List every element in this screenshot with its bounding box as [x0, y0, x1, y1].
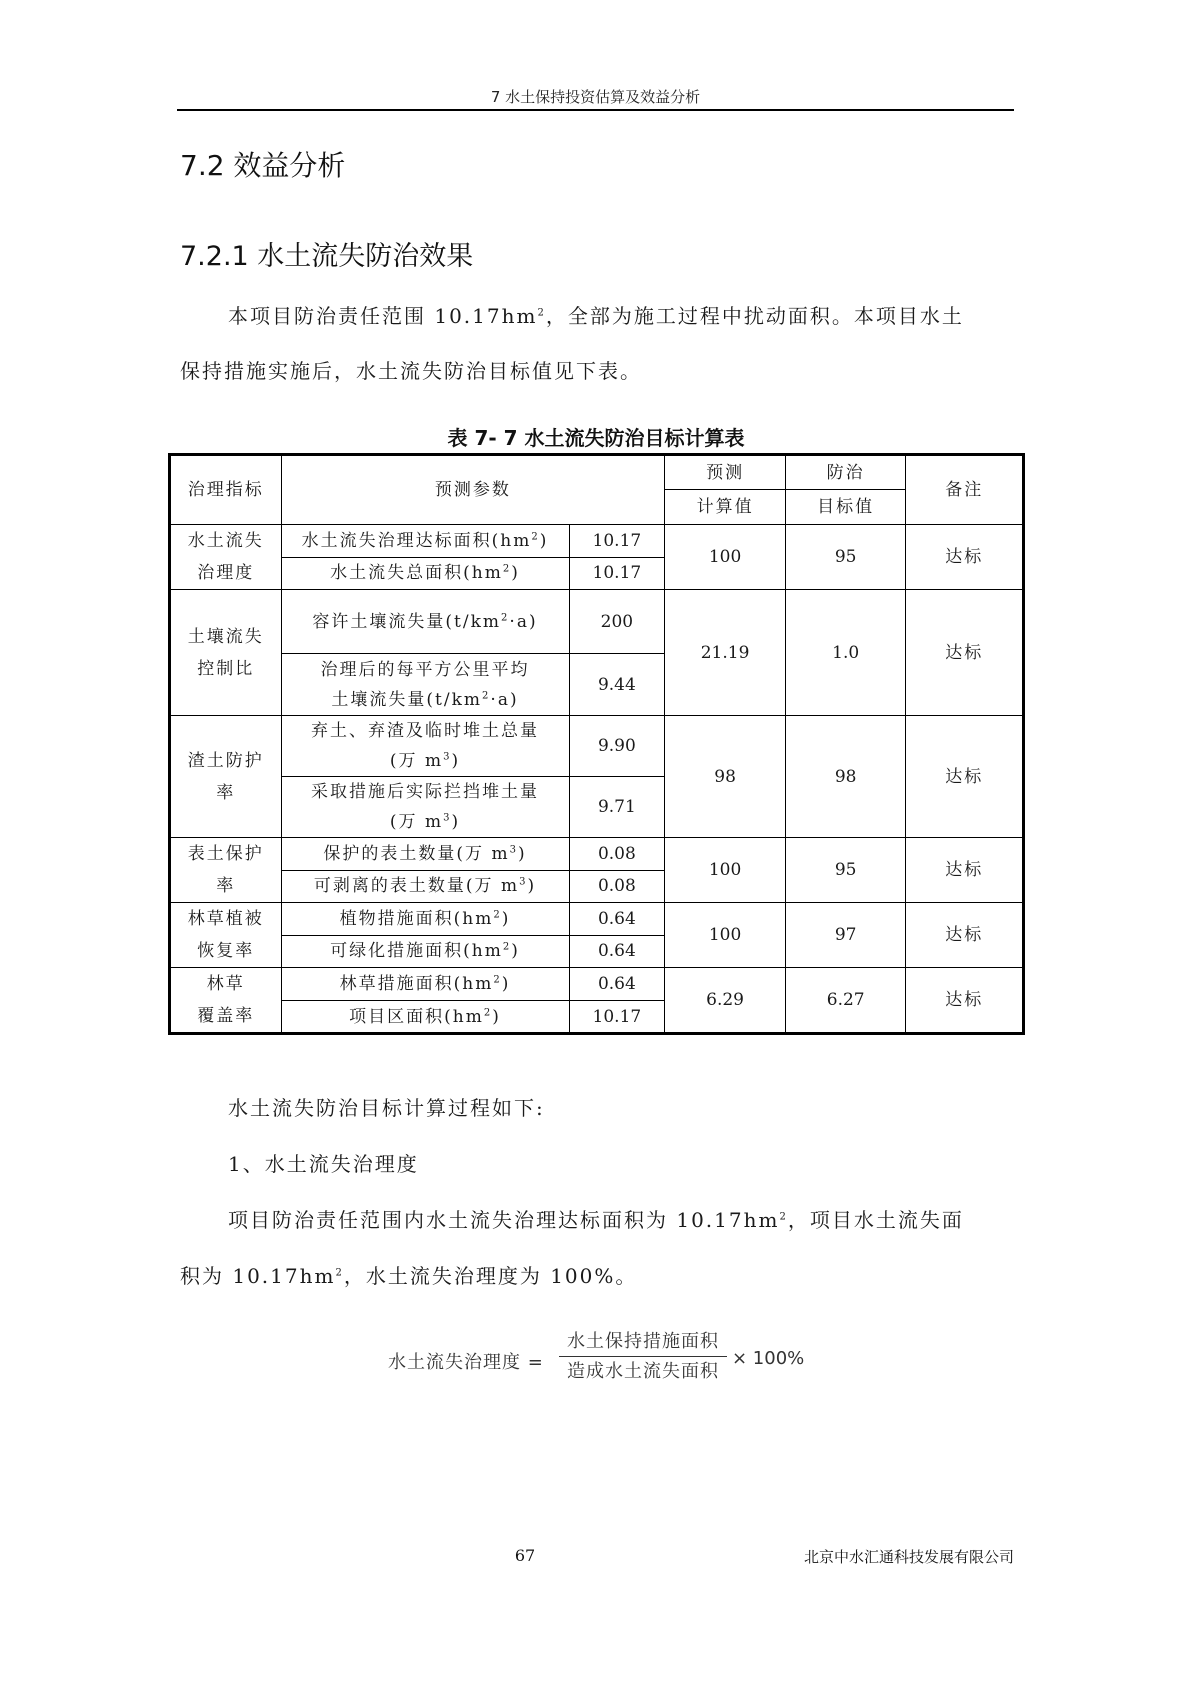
header-target-bottom: 目标值	[785, 490, 906, 525]
superscript: 2	[335, 1267, 344, 1279]
param-text: (万 m	[389, 812, 444, 832]
remark-cell: 达标	[906, 838, 1024, 903]
param-value-cell: 9.90	[569, 716, 665, 777]
param-line	[284, 936, 567, 966]
target-value-cell: 95	[785, 525, 906, 590]
predicted-value-cell: 100	[665, 903, 786, 968]
target-value-cell: 97	[785, 903, 906, 968]
param-line	[284, 558, 567, 588]
param-cell	[281, 903, 569, 936]
param-line	[284, 1002, 567, 1032]
param-line	[284, 607, 567, 637]
param-cell	[281, 838, 569, 871]
param-value-cell: 0.08	[569, 838, 665, 871]
indicator-cell	[170, 590, 282, 716]
param-text: ·a)	[490, 689, 519, 710]
param-value-cell: 10.17	[569, 1001, 665, 1034]
param-cell	[281, 968, 569, 1001]
indicator-cell	[170, 525, 282, 590]
param-text: )	[501, 908, 511, 929]
predicted-value-cell: 21.19	[665, 590, 786, 716]
param-cell	[281, 525, 569, 558]
table-row	[170, 968, 1024, 1001]
predicted-value-cell: 100	[665, 525, 786, 590]
indicator-cell	[170, 968, 282, 1034]
calc-text: ，水土流失治理度为 100%。	[343, 1264, 638, 1288]
header-predicted-top: 预测	[665, 455, 786, 490]
param-text: 林草措施面积(hm	[339, 974, 494, 994]
calc-text: 项目防治责任范围内水土流失治理达标面积为 10.17hm	[228, 1208, 780, 1232]
param-cell	[281, 777, 569, 838]
param-text: )	[501, 974, 511, 994]
param-text: 可绿化措施面积(hm	[330, 941, 503, 962]
intro-paragraph-line-1	[228, 300, 964, 329]
param-line	[284, 526, 567, 556]
superscript: 2	[537, 307, 546, 319]
param-value-cell: 9.71	[569, 777, 665, 838]
header-predicted-bottom: 计算值	[665, 490, 786, 525]
table-row	[170, 590, 1024, 654]
param-line	[284, 904, 567, 934]
calc-text: ，项目水土流失面	[787, 1208, 964, 1232]
param-value-cell: 0.08	[569, 870, 665, 903]
remark-cell: 达标	[906, 525, 1024, 590]
header-remark: 备注	[906, 455, 1024, 525]
table-row	[170, 525, 1024, 558]
indicator-line: 治理度	[197, 563, 255, 583]
param-value-cell: 200	[569, 590, 665, 654]
param-text: 容许土壤流失量(t/km	[312, 611, 502, 632]
param-cell	[281, 1001, 569, 1034]
table-caption: 表 7- 7 水土流失防治目标计算表	[447, 426, 745, 450]
param-text: )	[517, 843, 527, 864]
indicator-line: 渣土防护	[187, 750, 264, 771]
formula-numerator: 水土保持措施面积	[567, 1331, 719, 1352]
header-params: 预测参数	[281, 455, 665, 525]
header-rule	[177, 109, 1014, 111]
superscript: 2	[482, 689, 491, 701]
param-cell	[281, 654, 569, 716]
superscript: 3	[509, 844, 518, 856]
indicator-line: 控制比	[197, 658, 255, 679]
indicator-line: 率	[216, 876, 236, 896]
superscript: 2	[502, 563, 512, 575]
remark-cell: 达标	[906, 590, 1024, 716]
calc-intro: 水土流失防治目标计算过程如下:	[228, 1096, 545, 1120]
param-text: )	[451, 812, 461, 832]
remark-cell: 达标	[906, 968, 1024, 1034]
formula-fraction	[559, 1328, 727, 1387]
target-calculation-table	[168, 453, 1025, 1035]
param-cell	[281, 935, 569, 968]
param-text: 项目区面积(hm	[349, 1006, 484, 1027]
param-text: )	[539, 530, 549, 551]
superscript: 3	[443, 751, 452, 763]
param-value-cell: 0.64	[569, 968, 665, 1001]
subsection-heading: 7.2.1 水土流失防治效果	[180, 241, 474, 272]
indicator-line: 率	[216, 782, 236, 803]
superscript: 2	[493, 974, 502, 986]
superscript: 3	[443, 812, 452, 824]
calc-item-1-line-1	[228, 1204, 964, 1233]
indicator-line: 土壤流失	[187, 626, 264, 647]
indicator-line: 覆盖率	[197, 1006, 255, 1026]
table-row	[170, 903, 1024, 936]
section-heading: 7.2 效益分析	[180, 149, 346, 182]
formula-left: 水土流失治理度 =	[388, 1352, 544, 1373]
param-text: )	[451, 751, 461, 771]
intro-text: ，全部为施工过程中扰动面积。本项目水土	[545, 304, 964, 328]
param-line: 弃土、弃渣及临时堆土总量	[311, 721, 540, 741]
param-line: 治理后的每平方公里平均	[320, 659, 530, 680]
param-line	[284, 871, 567, 901]
indicator-cell	[170, 903, 282, 968]
header-target-top: 防治	[785, 455, 906, 490]
predicted-value-cell: 100	[665, 838, 786, 903]
param-cell	[281, 870, 569, 903]
param-value-cell: 0.64	[569, 903, 665, 936]
calc-text: 积为 10.17hm	[180, 1264, 336, 1288]
superscript: 2	[501, 611, 510, 623]
param-value-cell: 10.17	[569, 557, 665, 590]
param-cell	[281, 590, 569, 654]
param-text: )	[511, 563, 520, 584]
predicted-value-cell: 98	[665, 716, 786, 838]
indicator-line: 水土流失	[187, 531, 264, 551]
param-line: 采取措施后实际拦挡堆土量	[311, 782, 540, 802]
superscript: 2	[779, 1211, 788, 1223]
target-value-cell: 95	[785, 838, 906, 903]
target-value-cell: 1.0	[785, 590, 906, 716]
param-line	[284, 685, 567, 715]
param-text: 土壤流失量(t/km	[331, 689, 483, 710]
indicator-line: 林草植被	[187, 909, 264, 929]
param-text: 可剥离的表土数量(万 m	[313, 876, 520, 897]
target-value-cell: 6.27	[785, 968, 906, 1034]
indicator-line: 恢复率	[197, 941, 255, 961]
superscript: 2	[493, 909, 502, 921]
remark-cell: 达标	[906, 903, 1024, 968]
param-line	[284, 969, 567, 999]
param-value-cell: 0.64	[569, 935, 665, 968]
intro-paragraph-line-2: 保持措施实施后，水土流失防治目标值见下表。	[180, 359, 642, 383]
superscript: 2	[483, 1006, 493, 1018]
formula-denominator: 造成水土流失面积	[567, 1361, 719, 1383]
superscript: 2	[531, 531, 540, 543]
superscript: 3	[519, 876, 528, 888]
param-text: ·a)	[509, 611, 538, 632]
param-line	[284, 839, 567, 869]
superscript: 2	[502, 941, 512, 953]
param-text: 植物措施面积(hm	[339, 908, 494, 929]
indicator-line: 林草	[206, 974, 245, 994]
header-indicator: 治理指标	[170, 455, 282, 525]
target-value-cell: 98	[785, 716, 906, 838]
formula-right: × 100%	[732, 1348, 805, 1369]
param-text: 水土流失总面积(hm	[330, 563, 503, 584]
table-row	[170, 838, 1024, 871]
param-text: )	[511, 941, 520, 962]
predicted-value-cell: 6.29	[665, 968, 786, 1034]
footer-company: 北京中水汇通科技发展有限公司	[803, 1548, 1014, 1566]
param-text: )	[492, 1006, 501, 1027]
intro-text: 本项目防治责任范围 10.17hm	[228, 304, 538, 328]
param-line	[284, 807, 567, 837]
table-row	[170, 716, 1024, 777]
page-number: 67	[514, 1546, 536, 1565]
param-value-cell: 10.17	[569, 525, 665, 558]
calc-item-1-line-2	[180, 1260, 637, 1289]
indicator-line: 表土保护	[187, 844, 264, 864]
remark-cell: 达标	[906, 716, 1024, 838]
calc-item-1-title: 1、水土流失治理度	[228, 1152, 419, 1176]
param-cell	[281, 557, 569, 590]
param-text: 水土流失治理达标面积(hm	[301, 530, 532, 551]
param-cell	[281, 716, 569, 777]
indicator-cell	[170, 838, 282, 903]
indicator-cell	[170, 716, 282, 838]
running-header: 7 水土保持投资估算及效益分析	[490, 88, 701, 106]
param-line	[284, 746, 567, 776]
param-text: 保护的表土数量(万 m	[323, 843, 510, 864]
param-value-cell: 9.44	[569, 654, 665, 716]
param-text: (万 m	[389, 751, 444, 771]
param-text: )	[527, 876, 537, 897]
